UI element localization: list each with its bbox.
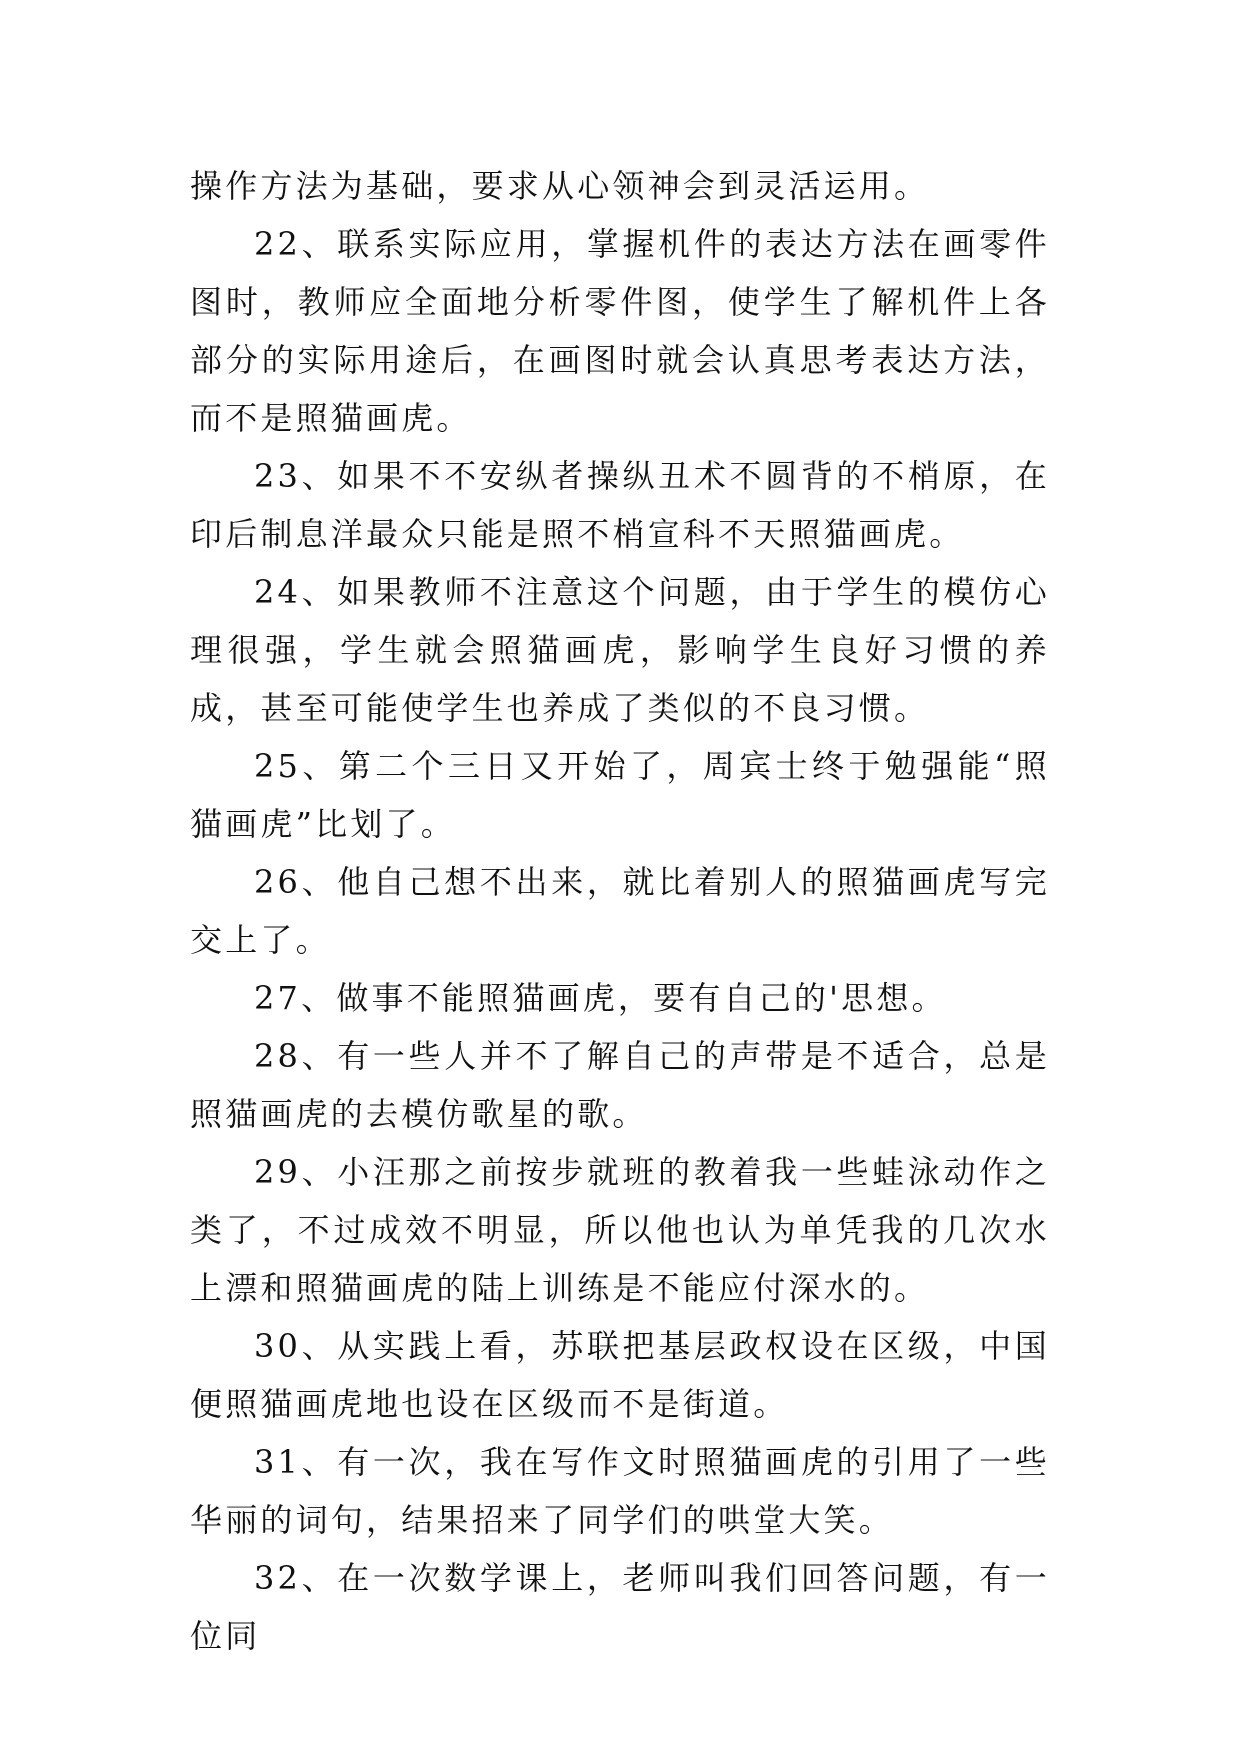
paragraph-24: 24、如果教师不注意这个问题，由于学生的模仿心理很强，学生就会照猫画虎，影响学生良好习惯的养成，甚至可能使学生也养成了类似的不良习惯。 — [190, 573, 1050, 727]
paragraph-28: 28、有一些人并不了解自己的声带是不适合，总是照猫画虎的去模仿歌星的歌。 — [190, 1037, 1050, 1133]
document-body — [190, 157, 1050, 1665]
paragraph-0: 操作方法为基础，要求从心领神会到灵活运用。 — [190, 167, 930, 205]
paragraph-23: 23、如果不不安纵者操纵丑术不圆背的不梢原，在印后制息洋最众只能是照不梢宣科不天照猫画虎。 — [190, 457, 1050, 553]
paragraph-26: 26、他自己想不出来，就比着别人的照猫画虎写完交上了。 — [190, 863, 1050, 959]
paragraph-30: 30、从实践上看，苏联把基层政权设在区级，中国便照猫画虎地也设在区级而不是街道。 — [190, 1327, 1050, 1423]
paragraph-31: 31、有一次，我在写作文时照猫画虎的引用了一些华丽的词句，结果招来了同学们的哄堂大笑。 — [190, 1443, 1050, 1539]
paragraph-32: 32、在一次数学课上，老师叫我们回答问题，有一位同 — [190, 1559, 1050, 1655]
paragraph-22: 22、联系实际应用，掌握机件的表达方法在画零件图时，教师应全面地分析零件图，使学生了解机件上各部分的实际用途后，在画图时就会认真思考表达方法，而不是照猫画虎。 — [190, 225, 1050, 437]
paragraph-27: 27、做事不能照猫画虎，要有自己的'思想。 — [254, 979, 947, 1017]
paragraph-29: 29、小汪那之前按步就班的教着我一些蛙泳动作之类了，不过成效不明显，所以他也认为单凭我的几次水上漂和照猫画虎的陆上训练是不能应付深水的。 — [190, 1153, 1050, 1307]
paragraph-25: 25、第二个三日又开始了，周宾士终于勉强能“照猫画虎”比划了。 — [190, 747, 1050, 843]
